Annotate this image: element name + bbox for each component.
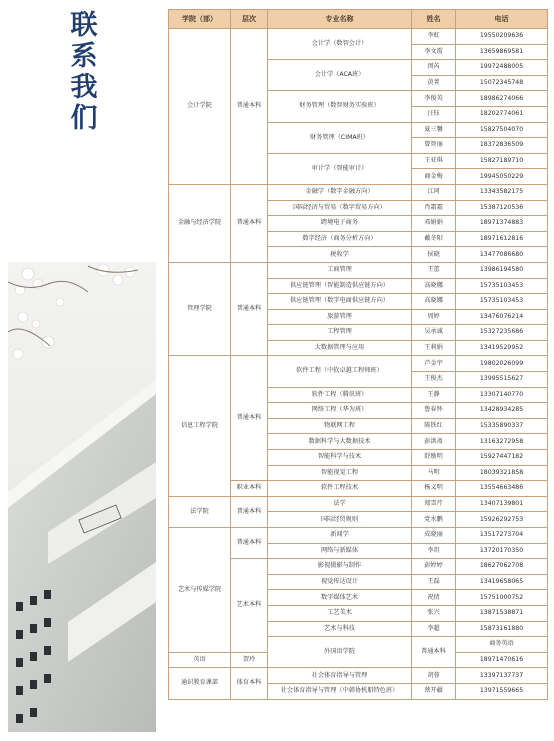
- phone-cell: 13477086680: [456, 247, 548, 263]
- phone-cell: 19550209636: [456, 29, 548, 45]
- major-cell: 金融学（数字金融方向）: [268, 184, 412, 200]
- phone-cell: 15387120536: [456, 200, 548, 216]
- phone-cell: 13476076214: [456, 309, 548, 325]
- major-cell: 新闻学: [268, 528, 412, 544]
- level-cell: 普通本科: [412, 637, 456, 668]
- name-cell: 杨义明: [412, 481, 456, 497]
- name-cell: 李玥: [412, 543, 456, 559]
- major-cell: 国际经贸规则: [268, 512, 412, 528]
- name-cell: 汪钰: [412, 106, 456, 122]
- major-cell: 智能科学与技术: [268, 450, 412, 466]
- phone-cell: 13986194580: [456, 262, 548, 278]
- phone-cell: 18202774061: [456, 106, 548, 122]
- level-cell: 普通本科: [231, 528, 268, 559]
- phone-cell: 15926292753: [456, 512, 548, 528]
- phone-cell: 13659869581: [456, 44, 548, 60]
- college-cell: 信息工程学院: [169, 356, 231, 496]
- phone-cell: 13517273704: [456, 528, 548, 544]
- name-cell: 王静: [412, 387, 456, 403]
- phone-cell: 15335890337: [456, 418, 548, 434]
- major-cell: 财务管理（CIMA班）: [268, 122, 412, 153]
- major-cell: 影视摄影与制作: [268, 559, 412, 575]
- name-cell: 李超: [412, 621, 456, 637]
- header-phone: 电话: [456, 10, 548, 29]
- phone-cell: 13995515627: [456, 372, 548, 388]
- phone-cell: 13419529952: [456, 340, 548, 356]
- name-cell: 邓娟娟: [412, 216, 456, 232]
- major-cell: 软件工程技术: [268, 481, 412, 497]
- level-cell: 艺术本科: [231, 559, 268, 653]
- page-title: 联 系 我 们: [70, 10, 98, 134]
- phone-cell: 18627062708: [456, 559, 548, 575]
- major-cell: 旅游管理: [268, 309, 412, 325]
- name-cell: 蔡开疆: [412, 683, 456, 699]
- major-cell: 数据科学与大数据技术: [268, 434, 412, 450]
- name-cell: 侯晓: [412, 247, 456, 263]
- table-row: [169, 262, 548, 278]
- major-cell: 税收学: [268, 247, 412, 263]
- level-cell: 普通本科: [231, 262, 268, 356]
- header-level: 层次: [231, 10, 268, 29]
- level-cell: 普通本科: [231, 29, 268, 185]
- table-row: [169, 528, 548, 544]
- table-row: [169, 496, 548, 512]
- major-cell: 工程管理: [268, 325, 412, 341]
- college-cell: 会计学院: [169, 29, 231, 185]
- table-row: [169, 29, 548, 45]
- phone-cell: 13307140770: [456, 387, 548, 403]
- name-cell: 舒励明: [412, 450, 456, 466]
- phone-cell: 15072345748: [456, 75, 548, 91]
- name-cell: 陈铁红: [412, 418, 456, 434]
- major-cell: 物联网工程: [268, 418, 412, 434]
- major-cell: 艺术与科技: [268, 621, 412, 637]
- college-cell: 艺术与传媒学院: [169, 528, 231, 653]
- phone-cell: 19802026099: [456, 356, 548, 372]
- major-cell: 视觉传达设计: [268, 574, 412, 590]
- major-cell: 商务英语: [456, 637, 548, 653]
- phone-cell: 13407139801: [456, 496, 548, 512]
- phone-cell: 13971559665: [456, 683, 548, 699]
- major-cell: 智能视觉工程: [268, 465, 412, 481]
- phone-cell: 18372836509: [456, 138, 548, 154]
- major-cell: 大数据管理与应用: [268, 340, 412, 356]
- major-cell: 工商管理: [268, 262, 412, 278]
- name-cell: 周婷: [412, 309, 456, 325]
- contact-table-wrapper: [168, 9, 547, 700]
- name-cell: 成晓丽: [412, 528, 456, 544]
- major-cell: 国际经济与贸易（数字贸易方向）: [268, 200, 412, 216]
- name-cell: 江珂: [412, 184, 456, 200]
- name-cell: 高晓娜: [412, 278, 456, 294]
- name-cell: 芦金宇: [412, 356, 456, 372]
- major-cell: 审计学（智能审计）: [268, 153, 412, 184]
- phone-cell: 13720170350: [456, 543, 548, 559]
- phone-cell: 15827189710: [456, 153, 548, 169]
- phone-cell: 13871538871: [456, 605, 548, 621]
- major-cell: 工艺美术: [268, 605, 412, 621]
- name-cell: 商金梅: [412, 169, 456, 185]
- phone-cell: 18971374883: [456, 216, 548, 232]
- name-cell: 郑雪芹: [412, 496, 456, 512]
- phone-cell: 19945050229: [456, 169, 548, 185]
- phone-cell: 15873161880: [456, 621, 548, 637]
- major-cell: 软件工程（中软卓越工程师班）: [268, 356, 412, 387]
- name-cell: 马明: [412, 465, 456, 481]
- table-row: [169, 356, 548, 372]
- major-cell: 英语: [169, 652, 231, 668]
- name-cell: 王亚琪: [412, 153, 456, 169]
- name-cell: 彭婷婷: [412, 559, 456, 575]
- college-cell: 通识教育课部: [169, 668, 231, 699]
- college-cell: 外国语学院: [268, 637, 412, 668]
- level-cell: 普通本科: [231, 184, 268, 262]
- header-college: 学院（部）: [169, 10, 231, 29]
- college-cell: 法学院: [169, 496, 231, 527]
- table-row: [169, 184, 548, 200]
- major-cell: 软件工程（腾讯班）: [268, 387, 412, 403]
- header-major: 专业名称: [268, 10, 412, 29]
- major-cell: 法学: [268, 496, 412, 512]
- phone-cell: 18971470616: [456, 652, 548, 668]
- name-cell: 祝倩: [412, 590, 456, 606]
- header-name: 姓名: [412, 10, 456, 29]
- left-decor-panel: [0, 0, 160, 741]
- major-cell: 供应链管理（智能制造供应链方向）: [268, 278, 412, 294]
- name-cell: 彭洪斋: [412, 434, 456, 450]
- major-cell: 财务管理（数智财务实验班）: [268, 91, 412, 122]
- phone-cell: 15735103453: [456, 278, 548, 294]
- major-cell: 网络与新媒体: [268, 543, 412, 559]
- phone-cell: 13428934285: [456, 403, 548, 419]
- phone-cell: 13163272958: [456, 434, 548, 450]
- major-cell: 会计学（数智会计）: [268, 29, 412, 60]
- name-cell: 黄菁: [412, 75, 456, 91]
- name-cell: 王磊: [412, 574, 456, 590]
- name-cell: 王俊杰: [412, 372, 456, 388]
- phone-cell: 15927447182: [456, 450, 548, 466]
- phone-cell: 19972488005: [456, 60, 548, 76]
- name-cell: 李虹: [412, 29, 456, 45]
- name-cell: 鲁春怀: [412, 403, 456, 419]
- major-cell: 网络工程（华为班）: [268, 403, 412, 419]
- name-cell: 李俊英: [412, 91, 456, 107]
- phone-cell: 15827504070: [456, 122, 548, 138]
- phone-cell: 18039321858: [456, 465, 548, 481]
- phone-cell: 13343582175: [456, 184, 548, 200]
- phone-cell: 13554663486: [456, 481, 548, 497]
- name-cell: 张兴: [412, 605, 456, 621]
- name-cell: 闵芮: [412, 60, 456, 76]
- name-cell: 王莉娟: [412, 340, 456, 356]
- table-header-row: [169, 10, 548, 29]
- level-cell: 职业本科: [231, 481, 268, 497]
- phone-cell: 15327235686: [456, 325, 548, 341]
- campus-building-photo: [8, 262, 156, 732]
- name-cell: 夏三馨: [412, 122, 456, 138]
- major-cell: 社会体育指导与管理（中韩协机船特色班）: [268, 683, 412, 699]
- major-cell: 社会体育指导与管理: [268, 668, 412, 684]
- name-cell: 高晓娜: [412, 294, 456, 310]
- phone-cell: 13397137737: [456, 668, 548, 684]
- phone-cell: 15735103453: [456, 294, 548, 310]
- name-cell: 胡蓉: [412, 668, 456, 684]
- major-cell: 跨境电子商务: [268, 216, 412, 232]
- phone-cell: 13419658065: [456, 574, 548, 590]
- name-cell: 李文霞: [412, 44, 456, 60]
- name-cell: 党水鹏: [412, 512, 456, 528]
- level-cell: 普通本科: [231, 356, 268, 481]
- table-body: [169, 29, 548, 700]
- name-cell: 肖霜霜: [412, 200, 456, 216]
- phone-cell: 15751000752: [456, 590, 548, 606]
- phone-cell: 18971612816: [456, 231, 548, 247]
- name-cell: 曾智丽: [412, 138, 456, 154]
- major-cell: 数字经济（商务分析方向）: [268, 231, 412, 247]
- table-row: [169, 668, 548, 684]
- major-cell: 会计学（ACA班）: [268, 60, 412, 91]
- major-cell: 数字媒体艺术: [268, 590, 412, 606]
- contact-table: [168, 9, 548, 700]
- phone-cell: 18986274066: [456, 91, 548, 107]
- name-cell: 贺玲: [231, 652, 268, 668]
- college-cell: 金融与经济学院: [169, 184, 231, 262]
- level-cell: 普通本科: [231, 496, 268, 527]
- level-cell: 体育本科: [231, 668, 268, 699]
- name-cell: 戴冬阳: [412, 231, 456, 247]
- name-cell: 王蕾: [412, 262, 456, 278]
- college-cell: 管理学院: [169, 262, 231, 356]
- major-cell: 供应链管理（数字电商供应链方向）: [268, 294, 412, 310]
- name-cell: 吴承诚: [412, 325, 456, 341]
